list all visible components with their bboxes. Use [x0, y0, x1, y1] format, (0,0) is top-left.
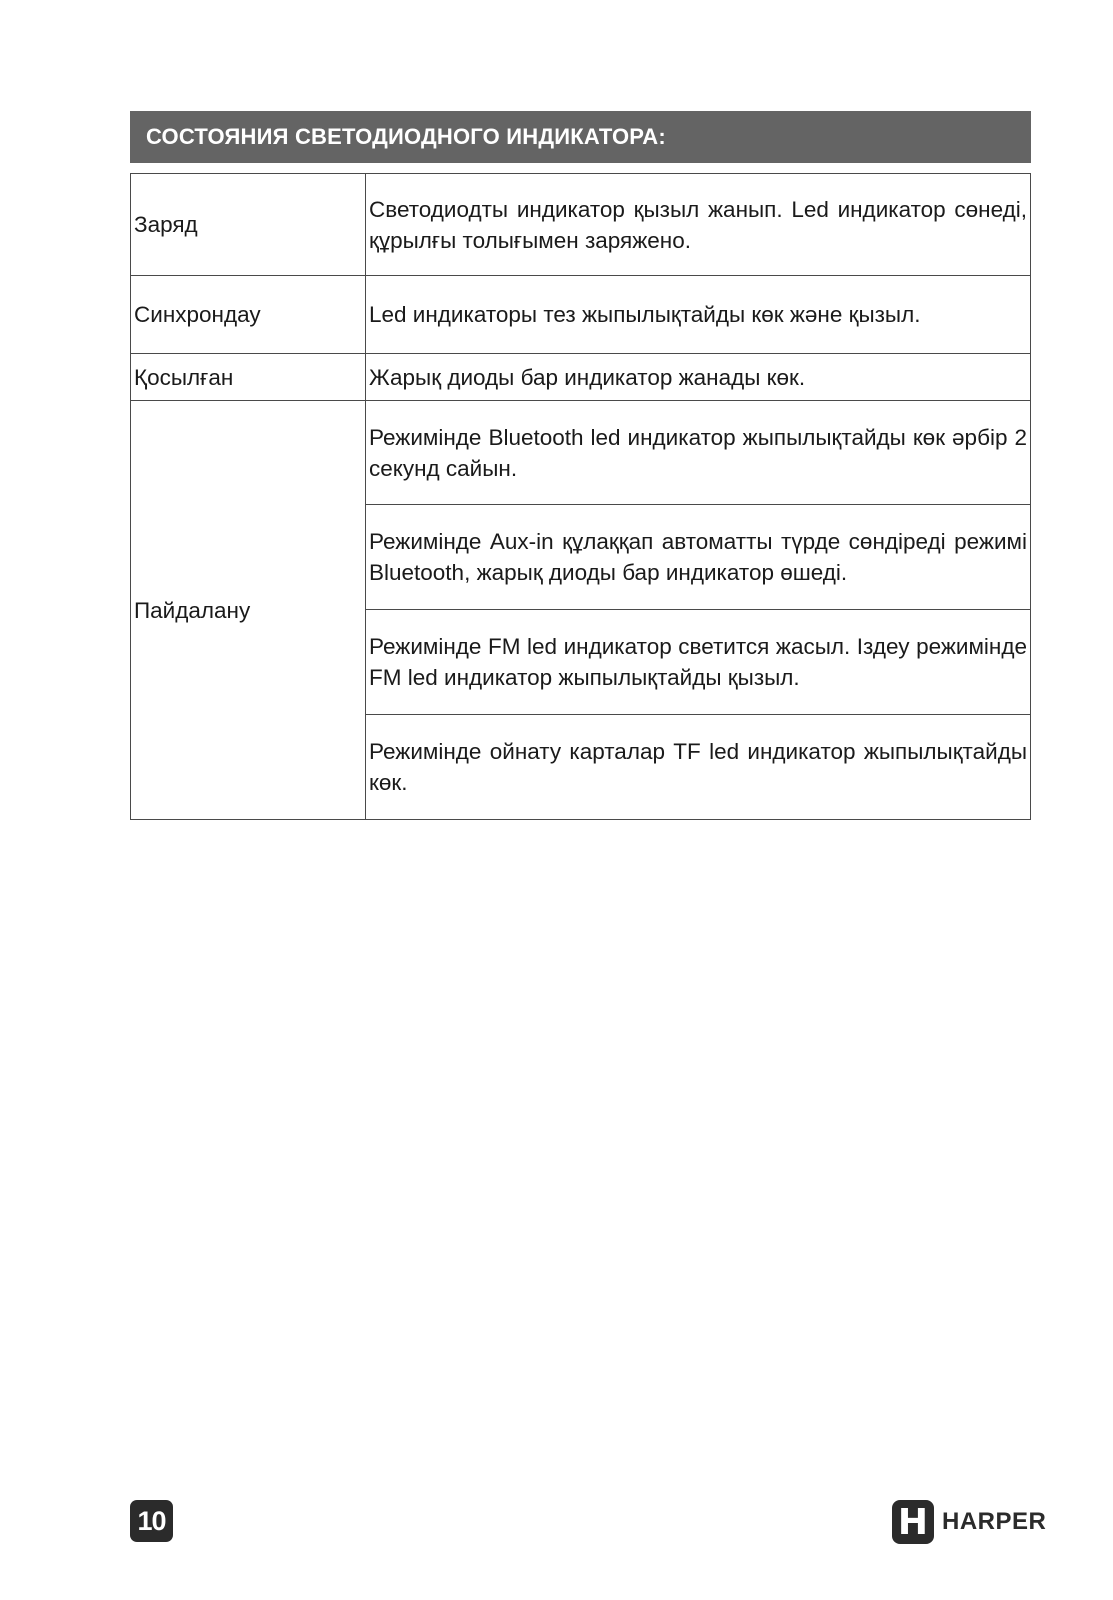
row-desc-connected: Жарық диоды бар индикатор жанады көк.	[366, 354, 1031, 401]
led-status-table	[130, 173, 1031, 820]
table-row	[131, 354, 1031, 401]
row-desc-sync: Led индикаторы тез жыпылықтайды көк және қызыл.	[366, 276, 1031, 354]
table-row	[131, 174, 1031, 276]
row-desc-usage-tf: Режимінде ойнату карталар TF led индикатор жыпылықтайды көк.	[366, 715, 1031, 820]
harper-logo-icon: H	[892, 1500, 934, 1544]
row-desc-usage-fm: Режимінде FM led индикатор светится жасыл. Іздеу режимінде FM led индикатор жыпылықтайды қызыл.	[366, 610, 1031, 715]
section-title: СОСТОЯНИЯ СВЕТОДИОДНОГО ИНДИКАТОРА:	[130, 111, 1031, 163]
row-desc-usage-aux: Режимінде Aux-in құлаққап автоматты түрде сөндіреді режимі Bluetooth, жарық диоды бар индикатор өшеді.	[366, 505, 1031, 610]
row-label-connected: Қосылған	[131, 354, 366, 401]
brand-logo	[892, 1500, 1046, 1544]
table-row	[131, 276, 1031, 354]
brand-name: HARPER	[942, 1508, 1047, 1535]
row-desc-usage-bluetooth: Режимінде Bluetooth led индикатор жыпылықтайды көк әрбір 2 секунд сайын.	[366, 401, 1031, 505]
row-label-usage: Пайдалану	[131, 401, 366, 820]
row-label-sync: Синхрондау	[131, 276, 366, 354]
row-desc-charge: Светодиодты индикатор қызыл жанып. Led индикатор сөнеді, құрылғы толығымен заряжено.	[366, 174, 1031, 276]
page-number: 10	[130, 1500, 173, 1542]
row-label-charge: Заряд	[131, 174, 366, 276]
table-row	[131, 401, 1031, 505]
